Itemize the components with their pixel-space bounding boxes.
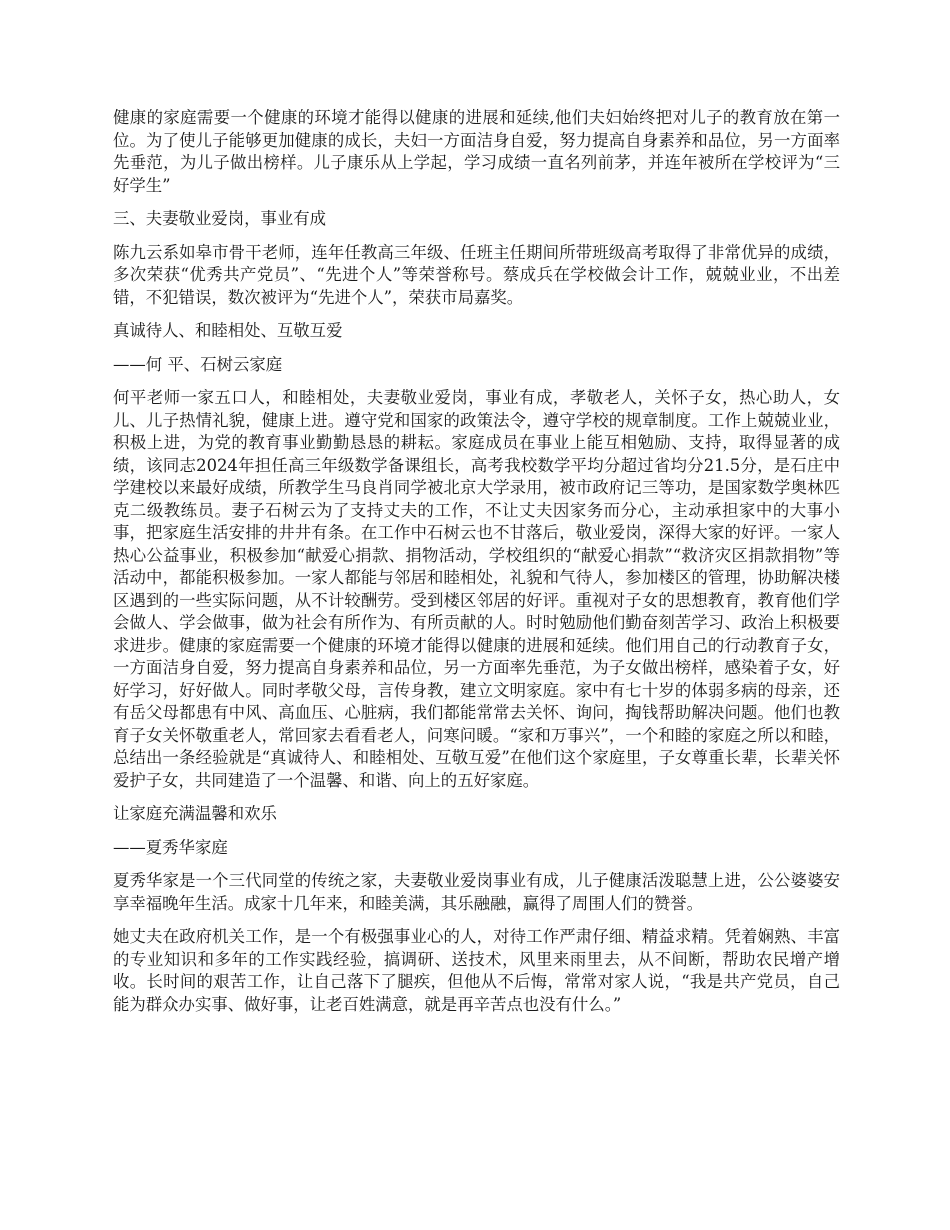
section-heading-career: 三、夫妻敬业爱岗，事业有成 — [113, 209, 327, 228]
section-heading-sincerity: 真诚待人、和睦相处、互敬互爱 — [113, 321, 343, 340]
document-body — [113, 107, 840, 1027]
paragraph-he-ping-family: 何平老师一家五口人，和睦相处，夫妻敬业爱岗，事业有成，孝敬老人，关怀子女，热心助人，女儿、儿子热情礼貌，健康上进。遵守党和国家的政策法令，遵守学校的规章制度。工作上兢兢业业，积极上进，为党的教育事业勤勤恳恳的耕耘。家庭成员在事业上能互相勉励、支持，取得显著的成绩，该同志2024年担任高三年级数学备课组长，高考我校数学平均分超过省均分21.5分，是石庄中学建校以来最好成绩，所教学生马良肖同学被北京大学录用，被市政府记三等功，是国家数学奥林匹克二级教练员。妻子石树云为了支持丈夫的工作，不让丈夫因家务而分心，主动承担家中的大事小事，把家庭生活安排的井井有条。在工作中石树云也不甘落后，敬业爱岗，深得大家的好评。一家人热心公益事业，积极参加“献爱心捐款、捐物活动，学校组织的“献爱心捐款”“救济灾区捐款捐物”等活动中，都能积极参加。一家人都能与邻居和睦相处，礼貌和气待人，参加楼区的管理，协助解决楼区遇到的一些实际问题，从不计较酬劳。受到楼区邻居的好评。重视对子女的思想教育，教育他们学会做人、学会做事，做为社会有所作为、有所贡献的人。时时勉励他们勤奋刻苦学习、政治上积极要求进步。健康的家庭需要一个健康的环境才能得以健康的进展和延续。他们用自己的行动教育子女，一方面洁身自爱，努力提高自身素养和品位，另一方面率先垂范，为子女做出榜样，感染着子女，好好学习，好好做人。同时孝敬父母，言传身教，建立文明家庭。家中有七十岁的体弱多病的母亲，还有岳父母都患有中风、高血压、心脏病，我们都能常常去关怀、询问，掏钱帮助解决问题。他们也教育子女关怀敬重老人，常回家去看看老人，问寒问暖。“家和万事兴”，一个和睦的家庭之所以和睦，总结出一条经验就是“真诚待人、和睦相处、互敬互爱”在他们这个家庭里，子女尊重长辈，长辈关怀爱护子女，共同建造了一个温馨、和谐、向上的五好家庭。 — [113, 388, 840, 790]
paragraph-husband-work: 她丈夫在政府机关工作，是一个有极强事业心的人，对待工作严肃仔细、精益求精。凭着娴熟、丰富的专业知识和多年的工作实践经验，搞调研、送技术，风里来雨里去，从不间断，帮助农民增产增收。长时间的艰苦工作，让自己落下了腿疾，但他从不后悔，常常对家人说，“我是共产党员，自己能为群众办实事、做好事，让老百姓满意，就是再辛苦点也没有什么。” — [113, 927, 840, 1014]
paragraph-family-health: 健康的家庭需要一个健康的环境才能得以健康的进展和延续,他们夫妇始终把对儿子的教育放在第一位。为了使儿子能够更加健康的成长，夫妇一方面洁身自爱，努力提高自身素养和品位，另一方面率先垂范，为儿子做出榜样。儿子康乐从上学起，学习成绩一直名列前茅，并连年被所在学校评为“三好学生” — [113, 108, 840, 195]
section-heading-warm-family: 让家庭充满温馨和欢乐 — [113, 804, 277, 823]
paragraph-chen-jiuyun: 陈九云系如皋市骨干老师，连年任教高三年级、任班主任期间所带班级高考取得了非常优异的成绩，多次荣获“优秀共产党员”、“先进个人”等荣誉称号。蔡成兵在学校做会计工作，兢兢业业，不出差错，不犯错误，数次被评为“先进个人”，荣获市局嘉奖。 — [113, 242, 840, 307]
paragraph-xia-xiuhua-intro: 夏秀华家是一个三代同堂的传统之家，夫妻敬业爱岗事业有成，儿子健康活泼聪慧上进，公公婆婆安享幸福晚年生活。成家十几年来，和睦美满，其乐融融，赢得了周围人们的赞誉。 — [113, 871, 840, 913]
section-subheading-he-ping-family: ——何 平、石树云家庭 — [113, 354, 283, 374]
section-subheading-xia-xiuhua-family: ——夏秀华家庭 — [113, 837, 228, 857]
